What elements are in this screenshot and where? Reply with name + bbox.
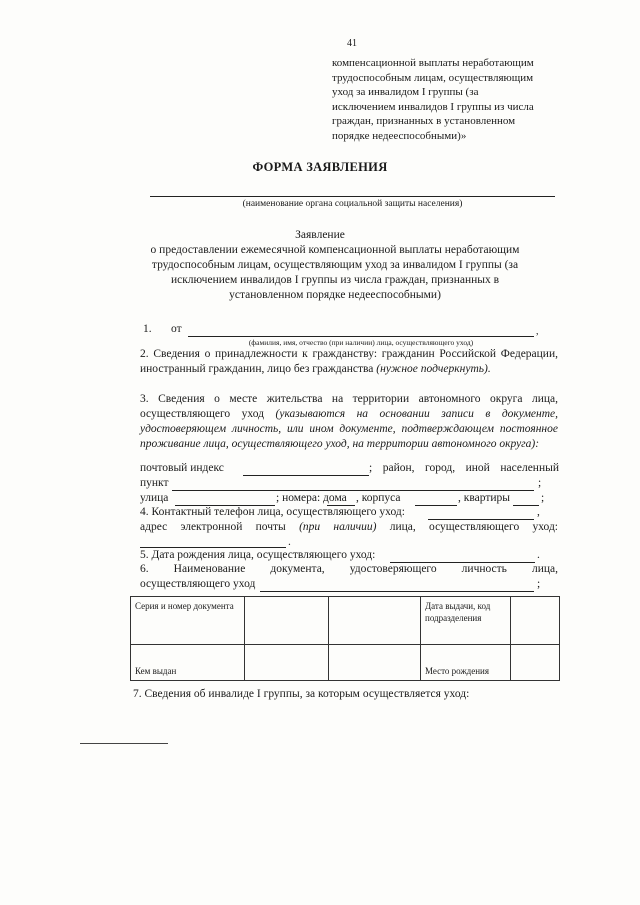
organ-caption: (наименование органа социальной защиты населения) — [242, 199, 463, 209]
residence-text: 3. Сведения о месте жительства на территории автономного округа лица, осуществляющего уход — [140, 393, 558, 420]
phone-label: 4. Контактный телефон лица, осуществляющего уход: — [140, 506, 405, 518]
header-line: порядке недееспособными)» — [332, 129, 467, 142]
spacer-cell — [329, 597, 421, 645]
building-label: , корпуса — [356, 492, 401, 504]
birthplace-label: Место рождения — [421, 645, 511, 681]
document-word: удостоверяющего — [349, 563, 437, 575]
issue-date-field[interactable] — [511, 597, 560, 645]
organ-fill-line[interactable] — [150, 196, 555, 197]
page-number: 41 — [347, 38, 357, 49]
header-line: трудоспособным лицам, осуществляющим — [332, 71, 534, 84]
document-name-field[interactable] — [260, 591, 534, 592]
email-label: адрес электронной почты — [140, 521, 286, 533]
document-word: Наименование — [173, 563, 246, 575]
spacer-cell — [329, 645, 421, 681]
issued-by-label: Кем выдан — [131, 645, 245, 681]
apartment-label: , квартиры — [458, 492, 510, 504]
item1-end: , — [536, 326, 539, 337]
house-label: ; номера: дома — [276, 492, 347, 504]
header-line: уход за инвалидом I группы (за — [332, 86, 479, 98]
phone-field[interactable] — [428, 519, 534, 520]
series-number-label: Серия и номер документа — [131, 597, 245, 645]
citizenship-paragraph — [140, 347, 558, 377]
item1-number: 1. — [143, 323, 152, 335]
residence-paragraph — [140, 392, 558, 452]
birthdate-label: 5. Дата рождения лица, осуществляющего уход: — [140, 549, 376, 561]
email-note: (при наличии) — [299, 521, 377, 533]
document-end: ; — [537, 578, 541, 590]
email-end: . — [288, 536, 291, 548]
header-line: исключением инвалидов I группы из числа — [332, 100, 534, 113]
settlement-field[interactable] — [172, 490, 534, 491]
email-label-line — [140, 521, 558, 533]
citizenship-note: (нужное подчеркнуть). — [376, 363, 491, 375]
email-field[interactable] — [140, 547, 286, 548]
issued-by-field[interactable] — [245, 645, 329, 681]
issue-date-label: Дата выдачи, код подразделения — [421, 597, 511, 645]
header-line: граждан, признанных в установленном — [332, 115, 516, 127]
item1-from: от — [171, 323, 182, 335]
postal-label: почтовый индекс — [140, 462, 224, 474]
header-block — [332, 56, 582, 143]
document-word: документа, — [270, 563, 325, 575]
application-subtitle: о предоставлении ежемесячной компенсационной выплаты неработающим трудоспособным лицам, осуществляющим уход за инвалидом I группы (за исключением инвалидов I группы из числа граждан, признанных в установленном порядке недееспособными) — [150, 244, 520, 301]
footnote-divider — [80, 743, 168, 744]
document-table — [130, 596, 560, 681]
postal-code-field[interactable] — [243, 475, 369, 476]
district-label: ; район, город, иной населенный — [369, 462, 559, 474]
street-label: улица — [140, 492, 169, 504]
point-label: пункт — [140, 477, 169, 489]
birthplace-field[interactable] — [511, 645, 560, 681]
residence-note: (указываются на основании записи в документе, удостоверяющем личность, или ином документе, подтверждающем постоянное проживание лица, осуществляющего уход, на территории автономного округа): — [140, 408, 559, 450]
document-label-line — [140, 563, 558, 575]
disabled-person-heading: 7. Сведения об инвалиде I группы, за которым осуществляется уход: — [133, 688, 470, 700]
citizenship-text: 2. Сведения о принадлежности к гражданству: гражданин Российской Федерации, иностранный гражданин, лицо без гражданства — [140, 348, 558, 375]
document-word: 6. — [140, 563, 149, 575]
document-word: личность — [461, 563, 507, 575]
application-title: Заявление — [295, 229, 345, 241]
document-word: лица, — [531, 563, 558, 575]
email-label2: лица, осуществляющего уход: — [389, 521, 558, 533]
item1-label — [143, 323, 182, 335]
form-title: ФОРМА ЗАЯВЛЕНИЯ — [252, 160, 388, 174]
phone-end: , — [537, 506, 540, 518]
birthdate-end: . — [537, 549, 540, 561]
address-end: ; — [541, 492, 545, 504]
applicant-name-caption: (фамилия, имя, отчество (при наличии) лица, осуществляющего уход) — [248, 338, 474, 347]
point-end: ; — [538, 477, 542, 489]
document-label2: осуществляющего уход — [140, 578, 256, 590]
apartment-field[interactable] — [513, 505, 539, 506]
header-line: компенсационной выплаты неработающим — [332, 57, 534, 69]
series-number-field[interactable] — [245, 597, 329, 645]
applicant-name-field[interactable] — [188, 336, 534, 337]
building-field[interactable] — [415, 505, 457, 506]
